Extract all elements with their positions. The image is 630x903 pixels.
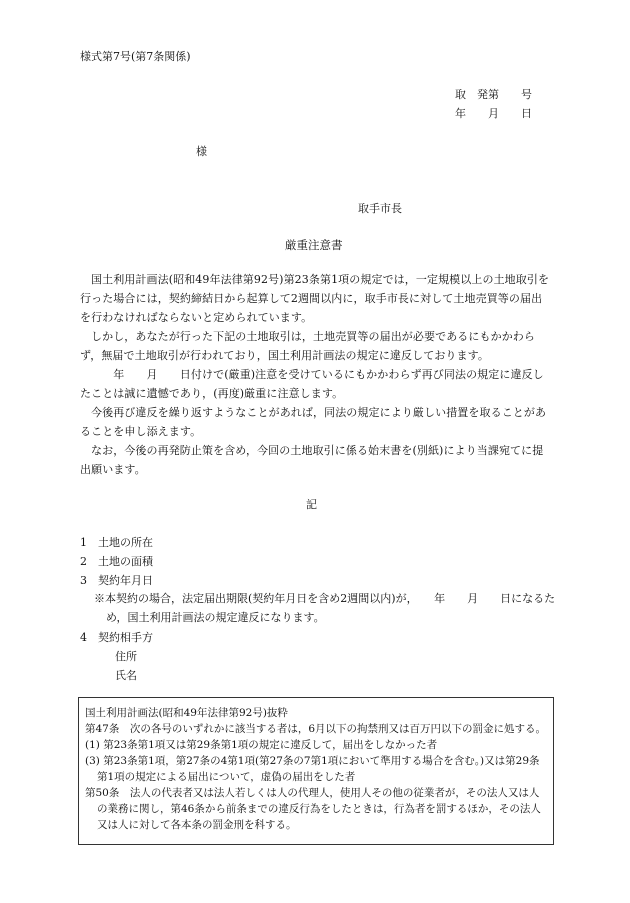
deadline-note: ※本契約の場合，法定届出期限(契約年月日を含め2週間以内)が， 年 月 日になるため，国土利用計画法の規定違反になります。 bbox=[94, 592, 556, 624]
addressee-label: 様 bbox=[196, 145, 207, 158]
item-number: 1 bbox=[80, 536, 87, 549]
article-50: 第50条 法人の代表者又は法人若しくは人の代理人，使用人その他の従業者が，その法人又は人の業務に関し，第46条から前条までの違反行為をしたときは，行為者を罰するほか，その法人又は人に対して各本条の罰金刑を科する。 bbox=[85, 787, 541, 831]
law-excerpt-box bbox=[78, 697, 554, 845]
item-label: 契約相手方 bbox=[98, 631, 153, 644]
paragraph-5: なお，今後の再発防止策を含め，今回の土地取引に係る始末書を(別紙)により当課宛てに提出願います。 bbox=[80, 444, 544, 476]
item-counterparty bbox=[80, 632, 153, 643]
document-title: 厳重注意書 bbox=[285, 238, 343, 252]
body-text bbox=[80, 270, 550, 479]
item-area bbox=[80, 556, 153, 567]
item-label: 契約年月日 bbox=[98, 574, 153, 587]
excerpt-heading: 国土利用計画法(昭和49年法律第92号)抜粋 bbox=[85, 707, 288, 719]
item-number: 3 bbox=[80, 574, 87, 587]
sender-name: 取手市長 bbox=[358, 202, 402, 215]
item-number: 2 bbox=[80, 555, 87, 568]
counterparty-address-label: 住所 bbox=[115, 650, 137, 663]
article-47-item-1: (1) 第23条第1項又は第29条第1項の規定に違反して，届出をしなかった者 bbox=[85, 739, 438, 751]
article-47-item-3: (3) 第23条第1項，第27条の4第1項(第27条の7第1項において準用する場合を含む。)又は第29条第1項の規定による届出について，虚偽の届出をした者 bbox=[85, 755, 540, 783]
item-contract-date bbox=[80, 575, 153, 586]
article-47: 第47条 次の各号のいずれかに該当する者は，6月以下の拘禁刑又は百万円以下の罰金に処する。 bbox=[85, 723, 547, 735]
item-number: 4 bbox=[80, 631, 87, 644]
form-label: 様式第7号(第7条関係) bbox=[80, 50, 191, 63]
counterparty-name-label: 氏名 bbox=[115, 669, 137, 682]
paragraph-3: 年 月 日付けで(厳重)注意を受けているにもかかわらず再び同法の規定に違反したことは誠に遺憾であり，(再度)厳重に注意します。 bbox=[80, 368, 544, 400]
item-location bbox=[80, 537, 153, 548]
document-date: 年 月 日 bbox=[455, 107, 532, 120]
item-label: 土地の面積 bbox=[98, 555, 153, 568]
item-label: 土地の所在 bbox=[98, 536, 153, 549]
document-number: 取 発第 号 bbox=[455, 88, 532, 101]
paragraph-1: 国土利用計画法(昭和49年法律第92号)第23条第1項の規定では，一定規模以上の土地取引を行った場合には，契約締結日から起算して2週間以内に，取手市長に対して土地売買等の届出を行わなければならないと定められています。 bbox=[80, 273, 550, 324]
paragraph-4: 今後再び違反を繰り返すようなことがあれば，同法の規定により厳しい措置を取ることがあることを申し添えます。 bbox=[80, 406, 547, 438]
paragraph-2: しかし，あなたが行った下記の土地取引は，土地売買等の届出が必要であるにもかかわらず，無届で土地取引が行われており，国土利用計画法の規定に違反しております。 bbox=[80, 330, 535, 362]
ki-heading: 記 bbox=[306, 498, 317, 511]
